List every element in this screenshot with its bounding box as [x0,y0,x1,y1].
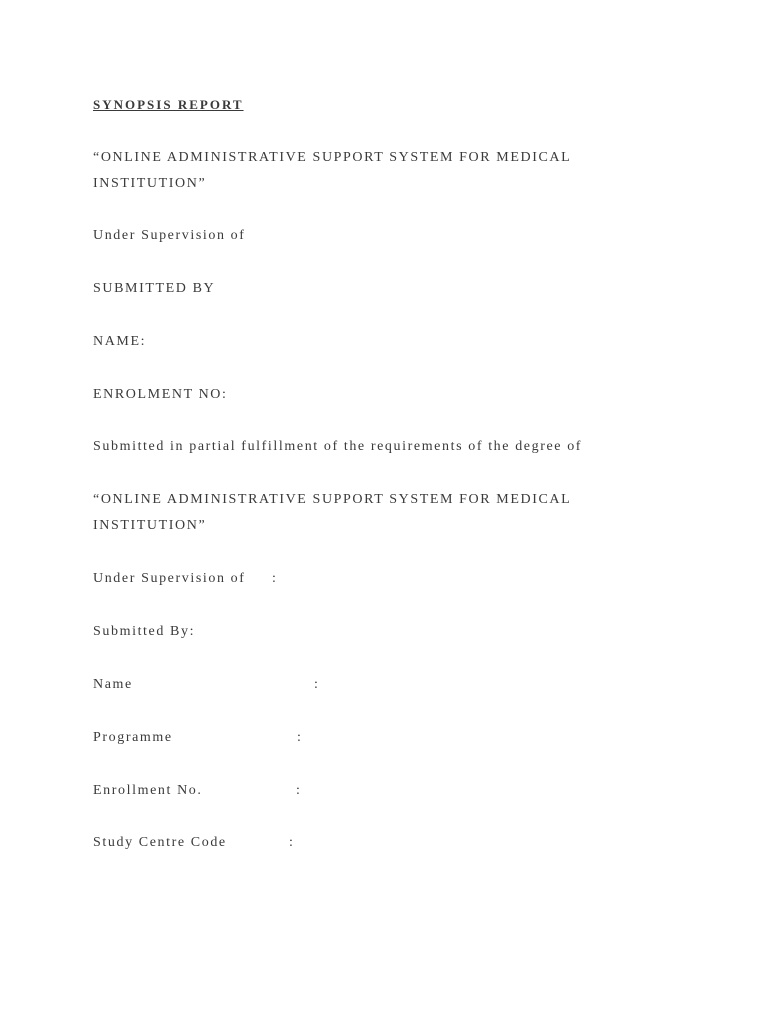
submitted-by-heading: SUBMITTED BY [93,281,216,296]
project-title-2-line-1: “ONLINE ADMINISTRATIVE SUPPORT SYSTEM FOR MEDICAL [93,492,572,507]
project-title-2-line-2: INSTITUTION” [93,518,207,533]
enrollment-label: Enrollment No. [93,783,203,798]
partial-fulfillment-text: Submitted in partial fulfillment of the requirements of the degree of [93,439,583,454]
submitted-by-label: Submitted By: [93,624,196,639]
supervision-label: Under Supervision of [93,571,246,586]
report-heading: SYNOPSIS REPORT [93,97,244,112]
supervision-colon: : [272,571,278,586]
programme-colon: : [297,730,303,745]
programme-label: Programme [93,730,173,745]
form-row-study-centre [93,835,333,851]
form-row-supervision [93,571,313,587]
form-row-enrollment [93,783,333,799]
project-title-line-1: “ONLINE ADMINISTRATIVE SUPPORT SYSTEM FOR MEDICAL [93,150,572,165]
name-colon: : [314,677,320,692]
form-row-programme [93,730,333,746]
name-caps-label: NAME: [93,334,147,349]
enrolment-caps-label: ENROLMENT NO: [93,387,228,402]
form-row-name [93,677,333,693]
enrollment-colon: : [296,783,302,798]
name-label: Name [93,677,133,692]
study-centre-colon: : [289,835,295,850]
project-title-line-2: INSTITUTION” [93,176,207,191]
study-centre-label: Study Centre Code [93,835,227,850]
under-supervision-text: Under Supervision of [93,228,246,243]
